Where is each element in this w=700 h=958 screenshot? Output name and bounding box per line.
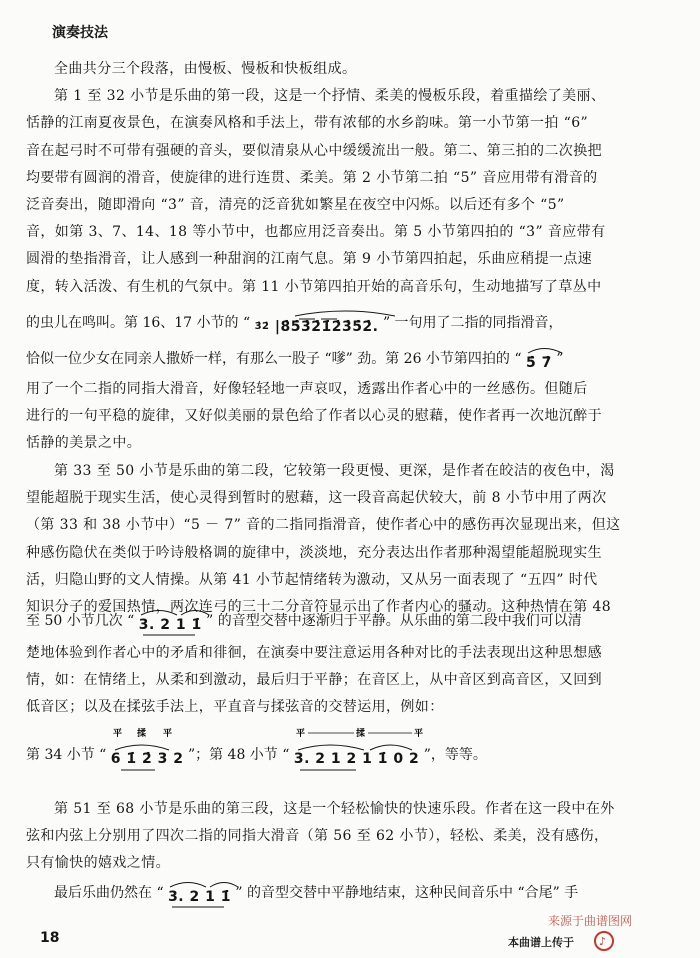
flat-tone-mark: 平: [295, 729, 306, 739]
footer-note: 本曲谱上传于: [508, 936, 574, 949]
text-line: 均要带有圆润的滑音，使旋律的进行连贯、柔美。第 2 小节第二拍 “5̇” 音应用带有滑音的: [26, 169, 598, 186]
music-line-3: [26, 604, 686, 638]
text-segment: 最后乐曲仍然在 “: [54, 885, 164, 901]
text-segment: ”，等等。: [423, 747, 487, 763]
text-line: 恬静的美景之中。: [26, 435, 142, 452]
notation-notes: 3. 2 1 1̇: [138, 617, 202, 633]
flat-tone-mark: 平: [112, 729, 123, 739]
music-line-1: [26, 306, 686, 340]
text-line: 活，归隐山野的文人情操。从第 41 小节起情绪转为激动，又从另一面表现了 “五四” 时代: [26, 571, 598, 588]
notation-notes: |8̇5̇3̇2̇1̇2̇3̇5̇2̇.: [274, 319, 379, 335]
notation-bar-48: [293, 729, 424, 768]
text-segment: 的虫儿在鸣叫。第 16、17 小节的 “: [26, 315, 251, 331]
text-segment: ”；第 48 小节 “: [187, 747, 290, 763]
slur-marks: [255, 310, 405, 340]
grace-notes: 3̇2̇: [254, 321, 270, 332]
watermark-text: 来源于曲谱图网: [548, 914, 633, 928]
music-line-2: [26, 342, 686, 376]
notation-notes: 3. 2 1 1̇: [168, 889, 231, 905]
text-line: 情，如：在情绪上，从柔和到激动，最后归于平静；在音区上，从中音区到高音区，又回到: [26, 672, 602, 689]
vibrato-mark: 揉: [355, 729, 366, 739]
text-line: 低音区；以及在揉弦手法上，平直音与揉弦音的交替运用，例如：: [26, 699, 444, 716]
music-line-5: [26, 876, 686, 910]
text-line: 度，转入活泼、有生机的气氛中。第 11 小节第四拍开始的高音乐句，生动地描写了草丛中: [26, 278, 602, 295]
text-line: 用了一个二指的同指大滑音，好像轻轻地一声哀叹，透露出作者心中的一丝感伤。但随后: [26, 381, 588, 397]
text-line: 恬静的江南夏夜景色，在演奏风格和手法上，带有浓郁的水乡韵味。第一小节第一拍 “6”: [26, 115, 589, 132]
music-line-4: [26, 729, 686, 778]
notation-notes: 6 1̇ 2̇ 3 2: [110, 751, 184, 767]
text-line: 圆滑的垫指滑音，让人感到一种甜润的江南气息。第 9 小节第四拍起，乐曲应稍提一点速: [26, 251, 593, 268]
text-segment: 第 34 小节 “: [26, 747, 107, 763]
notation-glide-16-17: [255, 310, 379, 336]
paragraph-block-4: [26, 640, 666, 722]
text-segment: ” 一句用了二指的同指滑音，: [382, 315, 563, 331]
text-line: 进行的一句平稳的旋律，又好似美丽的景色给了作者以心灵的慰藉，使作者再一次地沉醉于: [26, 408, 602, 425]
notation-motif-3211-final: [168, 880, 231, 906]
page-number: 18: [40, 930, 60, 946]
watermark-logo-icon: [593, 930, 615, 952]
svg-text:♪: ♪: [599, 935, 607, 948]
text-line: 种感伤隐伏在类似于吟诗般格调的旋律中，淡淡地，充分表达出作者那种渴望能超脱现实生: [26, 544, 602, 561]
text-line: 第 1 至 32 小节是乐曲的第一段，这是一个抒情、柔美的慢板乐段，着重描绘了美丽、: [54, 88, 606, 105]
text-line: （第 33 和 38 小节中）“5 － 7” 音的二指同指滑音，使作者心中的感伤再次显现出来，但这: [26, 517, 621, 534]
vibrato-mark: 揉: [136, 729, 147, 739]
text-line: 弦和内弦上分别用了四次二指的同指大滑音（第 56 至 62 小节），轻松、柔美，没有感伤，: [26, 828, 609, 845]
slur-marks: [294, 729, 434, 776]
flat-tone-mark: 平: [162, 729, 173, 739]
text-segment: 恰似一位少女在同亲人撒娇一样，有那么一股子 “嗲” 劲。第 26 小节第四拍的 “: [26, 351, 522, 367]
text-line: 泛音奏出，随即滑向 “3̇” 音，清亮的泛音犹如繁星在夜空中闪烁。以后还有多个 “5̇”: [26, 196, 565, 213]
text-segment: ” 的音型交替中逐渐归于平静。从乐曲的第二段中我们可以清: [206, 613, 582, 629]
flat-tone-mark: 平: [413, 729, 424, 739]
notation-bar-34: [110, 729, 184, 768]
notation-bar-26: [526, 346, 552, 372]
text-line: 望能超脱于现实生活，使心灵得到暂时的慰藉，这一段音高起伏较大，前 8 小节中用了两次: [26, 490, 607, 507]
paragraph-block-2: [26, 376, 666, 458]
slur-mark: [526, 346, 566, 376]
text-segment: ” 的音型交替中平静地结束，这种民间音乐中 “合尾” 手: [235, 885, 579, 901]
paragraph-block-5: [26, 796, 666, 878]
paragraph-block-3: [26, 458, 666, 621]
text-line: 音，如第 3、7、14、18 等小节中，也都应用泛音奏出。第 5 小节第四拍的 “3̇” 音应带有: [26, 224, 606, 241]
text-line: 只有愉快的嬉戏之情。: [26, 855, 170, 872]
slur-marks: [111, 729, 191, 776]
text-line: 第 51 至 68 小节是乐曲的第三段，这是一个轻松愉快的快速乐段。作者在这一段中在外: [54, 801, 615, 817]
section-heading: 演奏技法: [52, 25, 108, 41]
text-line: 音在起弓时不可带有强硬的音头，要似清泉从心中缓缓流出一般。第二、第三拍的二次换把: [26, 142, 602, 159]
paragraph-block-1: [26, 56, 666, 301]
text-line: 全曲共分三个段落，由慢板、慢板和快板组成。: [54, 61, 357, 77]
text-line: 第 33 至 50 小节是乐曲的第二段，它较第一段更慢、更深，是作者在皎洁的夜色中，渴: [54, 463, 615, 479]
text-segment: 至 50 小节几次 “: [26, 613, 135, 629]
slur-marks: [139, 608, 219, 638]
slur-marks: [168, 880, 248, 910]
notation-notes: 3. 2 1 2 1 1̇ 0 2: [293, 751, 420, 767]
notation-motif-3211: [139, 608, 202, 634]
text-line: 楚地体验到作者心中的矛盾和徘徊，在演奏中要注意运用各种对比的手法表现出这种思想感: [26, 645, 602, 661]
text-segment: ”: [556, 351, 564, 367]
notation-notes: 5̇ 7̇: [526, 355, 552, 371]
text-line: 知识分子的爱国热情，两次连弓的三十二分音符显示出了作者内心的骚动。这种热情在第 48: [26, 598, 612, 615]
